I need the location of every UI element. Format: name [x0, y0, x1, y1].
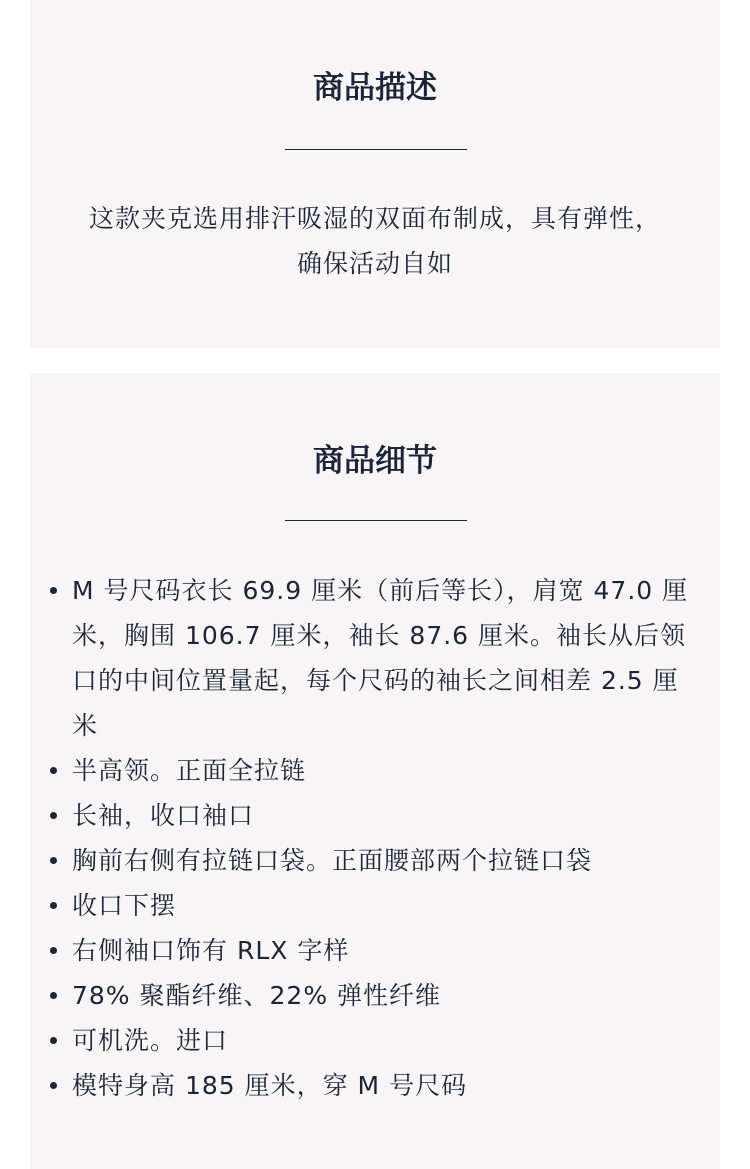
details-list-item: [72, 838, 692, 883]
details-list-item: [72, 928, 692, 973]
details-item-text: 模特身高 185 厘米，穿 M 号尺码: [72, 1071, 468, 1100]
bullet-icon: [50, 902, 57, 909]
product-description-card: [30, 0, 720, 348]
details-title: 商品细节: [313, 443, 437, 479]
details-item-text: 收口下摆: [72, 891, 177, 920]
description-text: 这款夹克选用排汗吸湿的双面布制成，具有弹性，确保活动自如: [88, 204, 661, 278]
product-details-card: [30, 373, 720, 1169]
bullet-icon: [50, 1037, 57, 1044]
details-list-item: [72, 793, 692, 838]
details-list-item: [72, 1018, 692, 1063]
details-list-item: [72, 883, 692, 928]
details-item-text: M 号尺码衣长 69.9 厘米（前后等长），肩宽 47.0 厘米，胸围 106.7 厘米，袖长 87.6 厘米。袖长从后领口的中间位置量起，每个尺码的袖长之间相差 2.5 厘米: [72, 576, 689, 740]
details-list: [72, 568, 692, 1108]
details-item-text: 半高领。正面全拉链: [72, 756, 307, 785]
details-list-item: [72, 748, 692, 793]
description-divider: [285, 149, 467, 150]
details-item-text: 78% 聚酯纤维、22% 弹性纤维: [72, 981, 442, 1010]
bullet-icon: [50, 992, 57, 999]
details-item-text: 可机洗。进口: [72, 1026, 229, 1055]
details-item-text: 右侧袖口饰有 RLX 字样: [72, 936, 350, 965]
details-list-item: [72, 568, 692, 748]
description-title: 商品描述: [313, 70, 437, 106]
bullet-icon: [50, 812, 57, 819]
bullet-icon: [50, 767, 57, 774]
details-divider: [285, 520, 467, 521]
bullet-icon: [50, 857, 57, 864]
details-item-text: 胸前右侧有拉链口袋。正面腰部两个拉链口袋: [72, 846, 593, 875]
details-list-item: [72, 973, 692, 1018]
bullet-icon: [50, 1082, 57, 1089]
details-item-text: 长袖，收口袖口: [72, 801, 255, 830]
details-list-item: [72, 1063, 692, 1108]
bullet-icon: [50, 587, 57, 594]
bullet-icon: [50, 947, 57, 954]
